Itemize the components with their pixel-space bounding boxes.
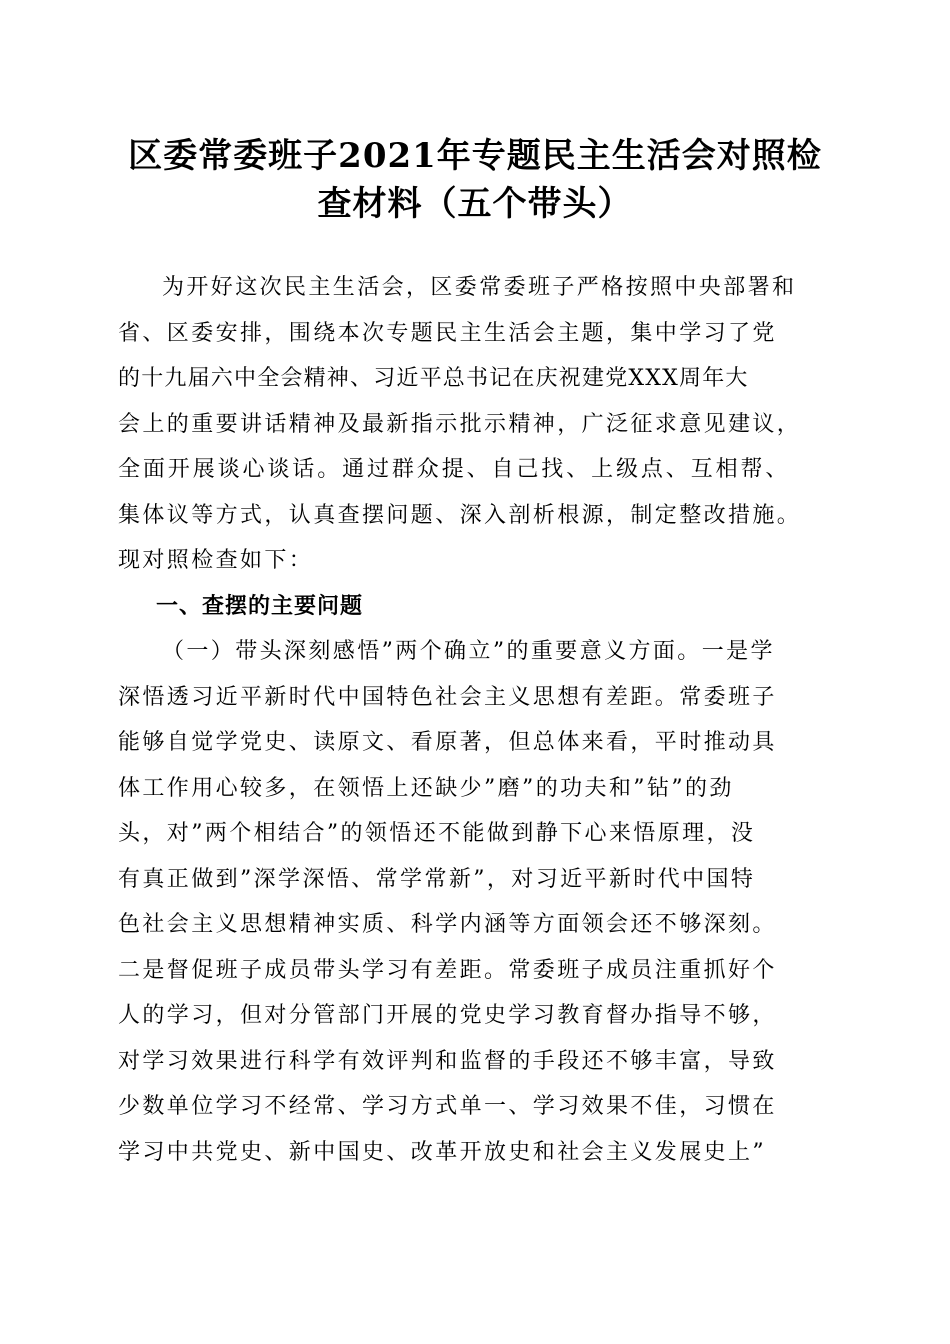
intro-line: 会上的重要讲话精神及最新指示批示精神，广泛征求意见建议， [118, 411, 802, 437]
section-line: 少数单位学习不经常、学习方式单一、学习效果不佳，习惯在 [118, 1094, 777, 1119]
section-line: 有真正做到”深学深悟、常学常新”，对习近平新时代中国特 [118, 866, 756, 892]
intro-line: 全面开展谈心谈话。通过群众提、自己找、上级点、互相帮、 [118, 457, 791, 482]
section-line: 二是督促班子成员带头学习有差距。常委班子成员注重抓好个 [118, 957, 777, 983]
document-body [118, 265, 833, 1175]
title-line-1: 区委常委班子2021年专题民主生活会对照检 [128, 136, 822, 176]
section-line: 能够自觉学党史、读原文、看原著，但总体来看，平时推动具 [118, 730, 777, 755]
section-line: 深悟透习近平新时代中国特色社会主义思想有差距。常委班子 [118, 684, 777, 710]
intro-line: 现对照检查如下： [118, 548, 314, 573]
section-line: 人的学习，但对分管部门开展的党史学习教育督办指导不够， [118, 1003, 777, 1028]
section-line: 体工作用心较多，在领悟上还缺少”磨”的功夫和”钻”的劲 [118, 775, 734, 801]
title-line-2: 查材料（五个带头） [317, 184, 633, 224]
intro-line: 为开好这次民主生活会，区委常委班子严格按照中央部署和 [162, 275, 797, 300]
section-line: 对学习效果进行科学有效评判和监督的手段还不够丰富，导致 [118, 1048, 777, 1074]
section-line: 头，对”两个相结合”的领悟还不能做到静下心来悟原理，没 [118, 821, 756, 846]
intro-line: 的十九届六中全会精神、习近平总书记在庆祝建党XXX周年大 [118, 366, 749, 391]
document-title [100, 132, 850, 228]
section-line: 色社会主义思想精神实质、科学内涵等方面领会还不够深刻。 [118, 912, 777, 937]
intro-line: 集体议等方式，认真查摆问题、深入剖析根源，制定整改措施。 [118, 502, 802, 528]
section-line: （一）带头深刻感悟”两个确立”的重要意义方面。一是学 [162, 639, 775, 664]
intro-line: 省、区委安排，围绕本次专题民主生活会主题，集中学习了党 [118, 320, 777, 346]
section-line: 学习中共党史、新中国史、改革开放史和社会主义发展史上” [118, 1139, 767, 1165]
section-heading: 一、查摆的主要问题 [156, 593, 364, 619]
